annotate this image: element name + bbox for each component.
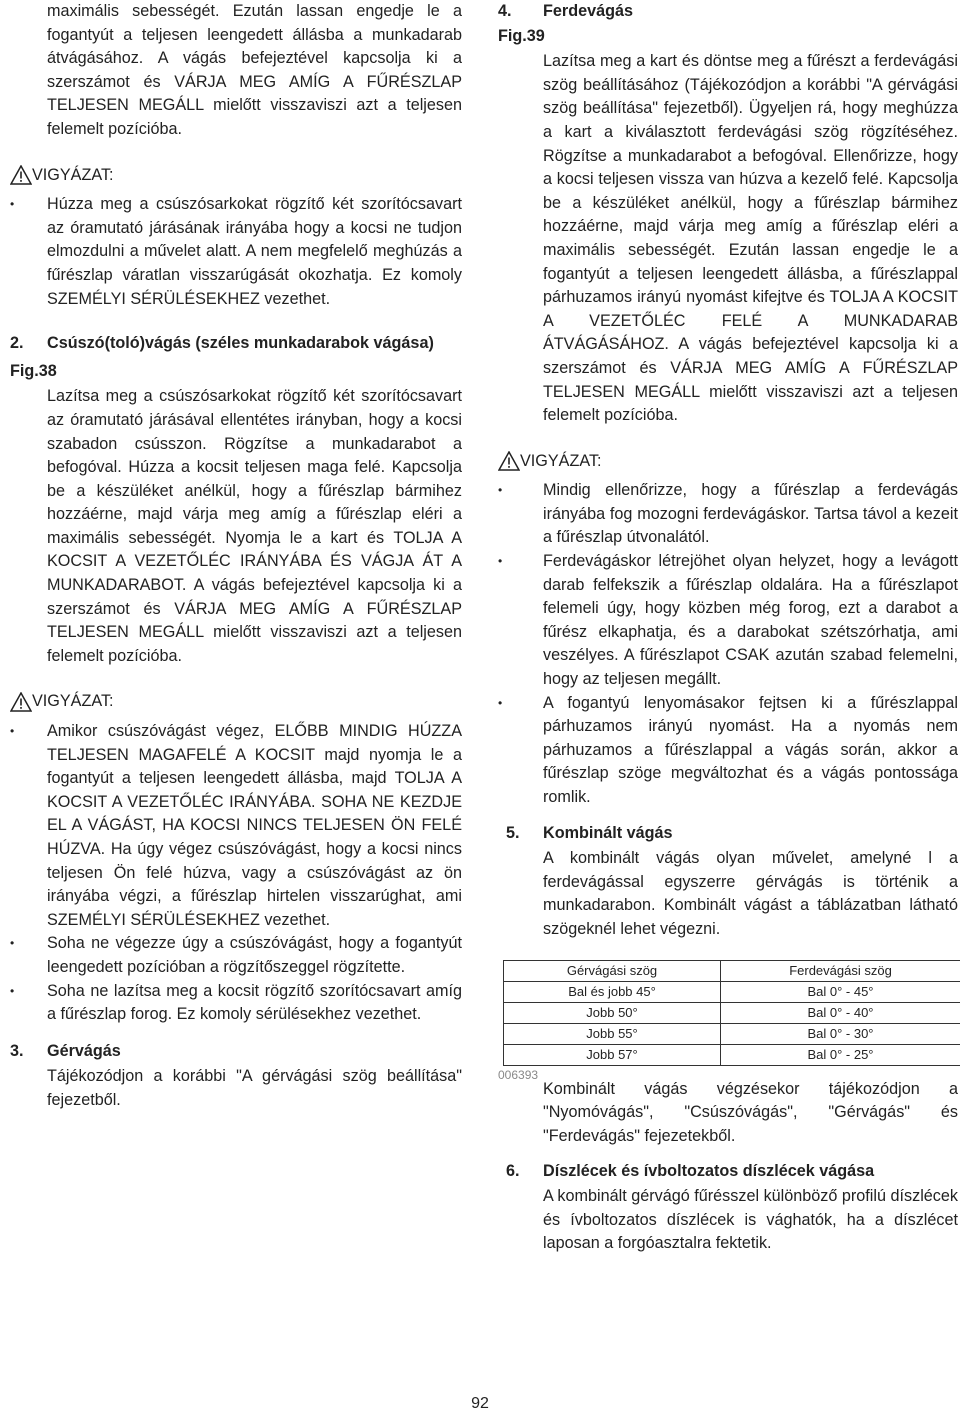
warning-3-item-2: • Ferdevágáskor létrejöhet olyan helyzet, hogy a levágott darab felfekszik a fűrészlap oldalára. Ha a fűrészlapot felemeli úgy, hogy közben még forog, ezt a darabot a fűrész elkaphatja, és a darabokat szétszórhatja, ami veszélyes. A fűrészlapot CSAK azután szabad felemelni, hogy az teljesen megállt. [498,552,958,689]
warning-3-item-3: • A fogantyú lenyomásakor fejtsen ki a fűrészlappal párhuzamos irányú nyomást. Ha a nyomás nem párhuzamos a fűrészlappal a vágás során, akkor a fűrészlap szöge megváltozhat és a vágás pontossága romlik. [498,693,958,806]
warning-2-item-2: • Soha ne végezze úgy a csúszóvágást, hogy a fogantyút leengedett pozícióban a rögzítőszeggel rögzítette. [10,934,462,976]
warning-heading-3 [498,450,958,474]
bullet-dot: • [10,983,15,998]
bullet-dot: • [498,554,503,569]
table-cell: Jobb 57° [504,1044,721,1065]
section-4-heading: 4. Ferdevágás [498,2,633,20]
warning-triangle-icon [10,165,32,185]
table-cell: Jobb 55° [504,1023,721,1044]
page-number: 92 [471,1395,489,1412]
left-column [10,0,462,1113]
table-cell: Bal és jobb 45° [504,981,721,1002]
table-row [504,1002,960,1023]
angle-table-wrapper [498,960,958,1066]
table-header-row [504,960,960,981]
bullet-dot: • [10,936,15,951]
warning-triangle-icon [498,451,520,471]
fig-39-label: Fig.39 [498,26,545,45]
table-header-cell: Gérvágási szög [504,960,721,981]
intro-paragraph: maximális sebességét. Ezután lassan engedje le a fogantyút a teljesen leengedett állásba a munkadarab átvágásához. A vágás befejeztével kapcsolja ki a szerszámot és VÁRJA MEG AMÍG A FŰRÉSZLAP TELJESEN MEGÁLL mielőtt visszaviszi azt a teljesen felemelt pozícióba. [47,2,462,138]
table-row [504,981,960,1002]
bullet-dot: • [10,197,15,212]
warning-2-item-3: • Soha ne lazítsa meg a kocsit rögzítő szorítócsavart amíg a fűrészlap forog. Ez komoly sérülésekhez vezethet. [10,981,462,1024]
bullet-dot: • [498,695,503,710]
warning-title: VIGYÁZAT: [520,451,602,470]
section-3-heading: 3. Gérvágás [10,1041,121,1060]
table-row [504,1023,960,1044]
warning-title: VIGYÁZAT: [32,692,114,711]
bullet-dot: • [498,483,503,498]
section-2-heading: 2. Csúszó(toló)vágás (széles munkadarabok vágása) [10,334,434,353]
warning-title: VIGYÁZAT: [32,165,114,184]
section-5-heading: 5. Kombinált vágás [506,823,673,842]
right-column [498,0,958,1256]
warning-3-item-1: • Mindig ellenőrizze, hogy a fűrészlap a ferdevágás irányába fog mozogni ferdevágáskor. Tartsa távol a kezeit a fűrészlap útvonalától. [498,481,958,547]
table-cell: Bal 0° - 40° [721,1002,960,1023]
section-3-text: Tájékozódjon a korábbi "A gérvágási szög beállítása" fejezetből. [47,1067,462,1109]
angle-table [503,960,960,1066]
warning-heading-1 [10,164,462,188]
table-code: 006393 [498,1067,539,1082]
section-2-text: Lazítsa meg a csúszósarkokat rögzítő két szorítócsavart az óramutató járásával ellentétes irányban, hogy a kocsi szabadon csússzon. Rögzítse a munkadarabot a befogóval. Húzza a kocsit teljesen maga felé. Kapcsolja be a készüléket anélkül, hogy a fűrészlap bármihez hozzáérne, majd várja meg amíg a fűrészlap eléri a maximális sebességét. Nyomja le a kart és TOLJA A KOCSIT A VEZETŐLÉC IRÁNYÁBA ÉS VÁGJA ÁT A MUNKADARABOT. A vágás befejeztével kapcsolja ki a szerszámot és VÁRJA MEG AMÍG A FŰRÉSZLAP TELJESEN MEGÁLL mielőtt visszaviszi azt a teljesen felemelt pozícióba. [47,387,462,665]
section-6-text: A kombinált gérvágó fűrésszel különböző profilú díszlécek és ívboltozatos díszlécek is vághatók, ha a díszlécet laposan a forgóasztalra fektetik. [543,1186,958,1253]
table-cell: Jobb 50° [504,1002,721,1023]
warning-2-item-1: • Amikor csúszóvágást végez, ELŐBB MINDIG HÚZZA TELJESEN MAGAFELÉ A KOCSIT majd nyomja le a fogantyút a teljesen leengedett állásba, majd TOLJA A KOCSIT A VEZETŐLÉC IRÁNYÁBA. SOHA NE KEZDJE EL A VÁGÁST, HA KOCSI NINCS TELJESEN ÖN FELÉ HÚZVA. Ha úgy végez csúszóvágást, hogy a kocsi nincs teljesen Ön felé húzva, vagy a csúszóvágást az ön irányába végzi, a fűrészlap hirtelen visszarúghat, ami SZEMÉLYI SÉRÜLÉSEKHEZ vezethet. [10,722,462,929]
bullet-dot: • [10,724,15,739]
warning-triangle-icon [10,692,32,712]
table-cell: Bal 0° - 45° [721,981,960,1002]
section-5-text: A kombinált vágás olyan művelet, amelyné l a ferdevágással egyszerre gérvágás is történik a munkadarabon. Kombinált vágást a táblázatban látható szögeknél lehet végezni. [543,849,958,938]
table-row [504,1044,960,1065]
table-cell: Bal 0° - 25° [721,1044,960,1065]
section-6-heading: 6. Díszlécek és ívboltozatos díszlécek vágása [506,1162,875,1181]
section-4-text: Lazítsa meg a kart és döntse meg a fűrészt a ferdevágási szög beállításához (Tájékozódjon a korábbi "A gérvágási szög beállítása" fejezetből). Ügyeljen rá, hogy meghúzza a kart a kiválasztott ferdevágási szög rögzítéséhez. Rögzítse a munkadarabot a befogóval. Ellenőrizze, hogy a kocsi teljesen vissza van húzva a kezelő felé. Kapcsolja be a készüléket anélkül, hogy a fűrészlap bármihez hozzáérne, majd várja meg amíg a fűrészlap eléri a maximális sebességét. Ezután lassan engedje le a fogantyút a teljesen leengedett állásba, a fűrészlappal párhuzamos irányú nyomást kifejtve és TOLJA A KOCSIT A VEZETŐLÉC FELÉ A MUNKADARAB ÁTVÁGÁSÁHOZ. A vágás befejeztével kapcsolja ki a szerszámot és VÁRJA MEG AMÍG A FŰRÉSZLAP TELJESEN MEGÁLL mielőtt visszaviszi azt a teljesen felemelt pozícióba. [543,52,958,425]
table-header-cell: Ferdevágási szög [721,960,960,981]
warning-heading-2 [10,690,462,714]
fig-38-label: Fig.38 [10,361,57,380]
warning-1-item: • Húzza meg a csúszósarkokat rögzítő két szorítócsavart az óramutató járásának irányába hogy a kocsi ne tudjon elmozdulni a művelet alatt. A nem megfelelő meghúzás a fűrészlap váratlan visszarúgását okozhatja. Ez komoly SZEMÉLYI SÉRÜLÉSEKHEZ vezethet. [10,195,462,308]
table-cell: Bal 0° - 30° [721,1023,960,1044]
section-5-note: Kombinált vágás végzésekor tájékozódjon a "Nyomóvágás", "Csúszóvágás", "Gérvágás" és "Ferdevágás" fejezetekből. [543,1079,958,1145]
